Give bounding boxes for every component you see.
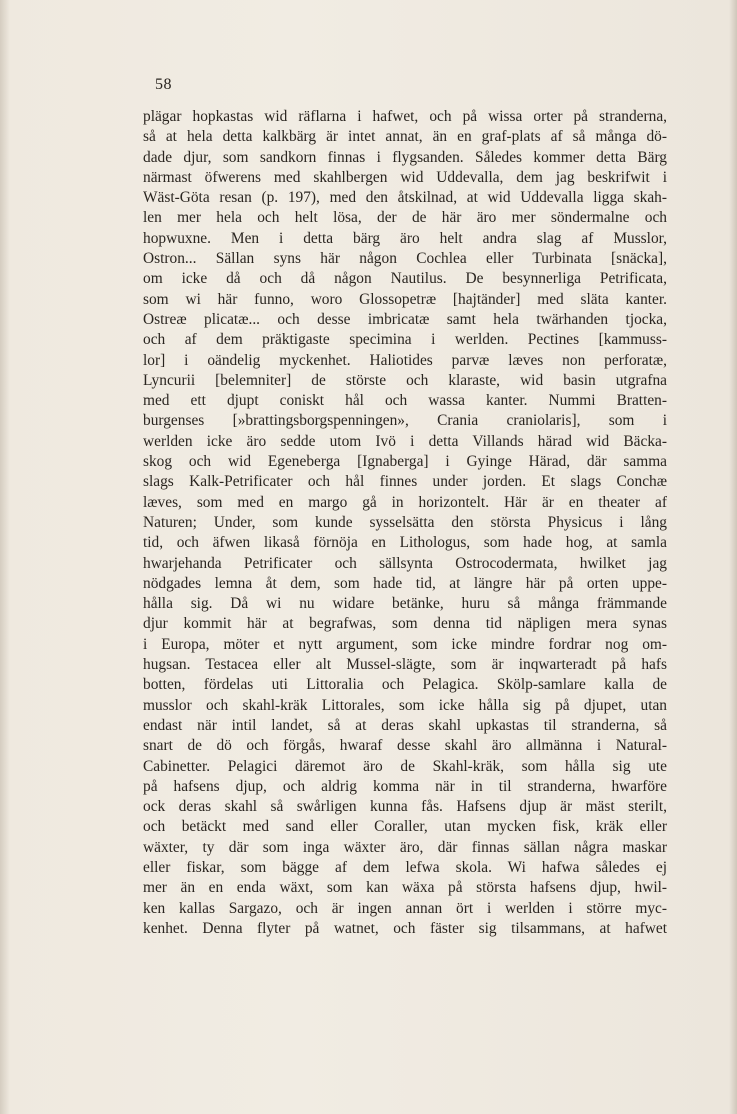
text-line: på hafsens djup, och aldrig komma när in til stranderna, hwarföre <box>143 777 667 795</box>
text-line: ken kallas Sargazo, och är ingen annan ört i werlden i större myc- <box>143 899 667 917</box>
text-line: wäxter, ty där som inga wäxter äro, där finnas sällan några maskar <box>143 838 667 856</box>
text-line: werlden icke äro sedde utom Ivö i detta Villands härad wid Bäcka- <box>143 432 667 450</box>
text-line: musslor och skahl-kräk Littorales, som icke hålla sig på djupet, utan <box>143 696 667 714</box>
text-line: nödgades lemna åt dem, som hade tid, at längre här på orten uppe- <box>143 574 667 592</box>
text-line: Ostron... Sällan syns här någon Cochlea eller Turbinata [snäcka], <box>143 250 667 268</box>
page-number: 58 <box>155 76 172 93</box>
body-text <box>143 107 667 939</box>
text-line: endast när intil landet, så at deras skahl upkastas til stranderna, så <box>143 716 667 734</box>
text-line: hopwuxne. Men i detta bärg äro helt andra slag af Musslor, <box>143 229 667 247</box>
text-line: så at hela detta kalkbärg är intet annat, än en graf-plats af så många dö- <box>143 128 667 146</box>
text-line: lor] i oändelig myckenhet. Haliotides parvæ læves non perforatæ, <box>143 351 667 369</box>
text-line: Wäst-Göta resan (p. 197), med den åtskilnad, at wid Uddevalla ligga skah- <box>143 189 667 207</box>
text-line: dade djur, som sandkorn finnas i flygsanden. Således kommer detta Bärg <box>143 148 667 166</box>
text-line: och betäckt med sand eller Coraller, utan mycken fisk, kräk eller <box>143 818 667 836</box>
text-line: Ostreæ plicatæ... och desse imbricatæ samt hela twärhanden tjocka, <box>143 310 667 328</box>
text-line: som wi här funno, woro Glossopetræ [hajtänder] med släta kanter. <box>143 290 667 308</box>
text-line: botten, fördelas uti Littoralia och Pelagica. Skölp-samlare kalla de <box>143 676 667 694</box>
text-line: eller fiskar, som bägge af dem lefwa skola. Wi hafwa således ej <box>143 858 667 876</box>
text-line: om icke då och då någon Nautilus. De besynnerliga Petrificata, <box>143 270 667 288</box>
text-line: i Europa, möter et nytt argument, som icke mindre fordrar nog om- <box>143 635 667 653</box>
text-line: närmast öfwerens med skahlbergen wid Uddevalla, dem jag beskrifwit i <box>143 168 667 186</box>
text-line: mer än en enda wäxt, som kan wäxa på största hafsens djup, hwil- <box>143 879 667 897</box>
text-line: slags Kalk-Petrificater och hål finnes under jorden. Et slags Conchæ <box>143 473 667 491</box>
text-line: djur kommit här at begrafwas, som denna tid näpligen mera synas <box>143 615 667 633</box>
page-edge-shadow <box>729 0 737 1114</box>
text-line: tid, och äfwen likaså förnöja en Lithologus, som hade hog, at samla <box>143 534 667 552</box>
text-line: kenhet. Denna flyter på watnet, och fäster sig tilsammans, at hafwet <box>143 919 667 937</box>
text-line: hwarjehanda Petrificater och sällsynta Ostrocodermata, hwilket jag <box>143 554 667 572</box>
text-line: burgenses [»brattingsborgspenningen», Crania craniolaris], som i <box>143 412 667 430</box>
text-line: snart de dö och förgås, hwaraf desse skahl äro allmänna i Natural- <box>143 737 667 755</box>
text-line: len mer hela och helt lösa, der de här äro mer söndermalne och <box>143 209 667 227</box>
page-spine-shadow <box>0 0 10 1114</box>
text-line: plägar hopkastas wid räflarna i hafwet, och på wissa orter på stranderna, <box>143 108 667 125</box>
text-line: ock deras skahl så swårligen kunna fås. Hafsens djup är mäst sterilt, <box>143 798 667 816</box>
text-line: hålla sig. Då wi nu widare betänke, huru så många främmande <box>143 595 667 613</box>
text-line: skog och wid Egeneberga [Ignaberga] i Gyinge Härad, där samma <box>143 453 667 471</box>
text-line: hugsan. Testacea eller alt Mussel-slägte, som är inqwarteradt på hafs <box>143 656 667 674</box>
text-line: Lyncurii [belemniter] de störste och klaraste, wid basin utgrafna <box>143 371 667 389</box>
text-line: læves, som med en margo gå in horizontelt. Här är en theater af <box>143 493 667 511</box>
text-line: med ett djupt coniskt hål och wassa kanter. Nummi Bratten- <box>143 392 667 410</box>
text-line: och af dem präktigaste specimina i werlden. Pectines [kammuss- <box>143 331 667 349</box>
text-line: Naturen; Under, som kunde sysselsätta den största Physicus i lång <box>143 513 667 531</box>
text-line: Cabinetter. Pelagici däremot äro de Skahl-kräk, som hålla sig ute <box>143 757 667 775</box>
